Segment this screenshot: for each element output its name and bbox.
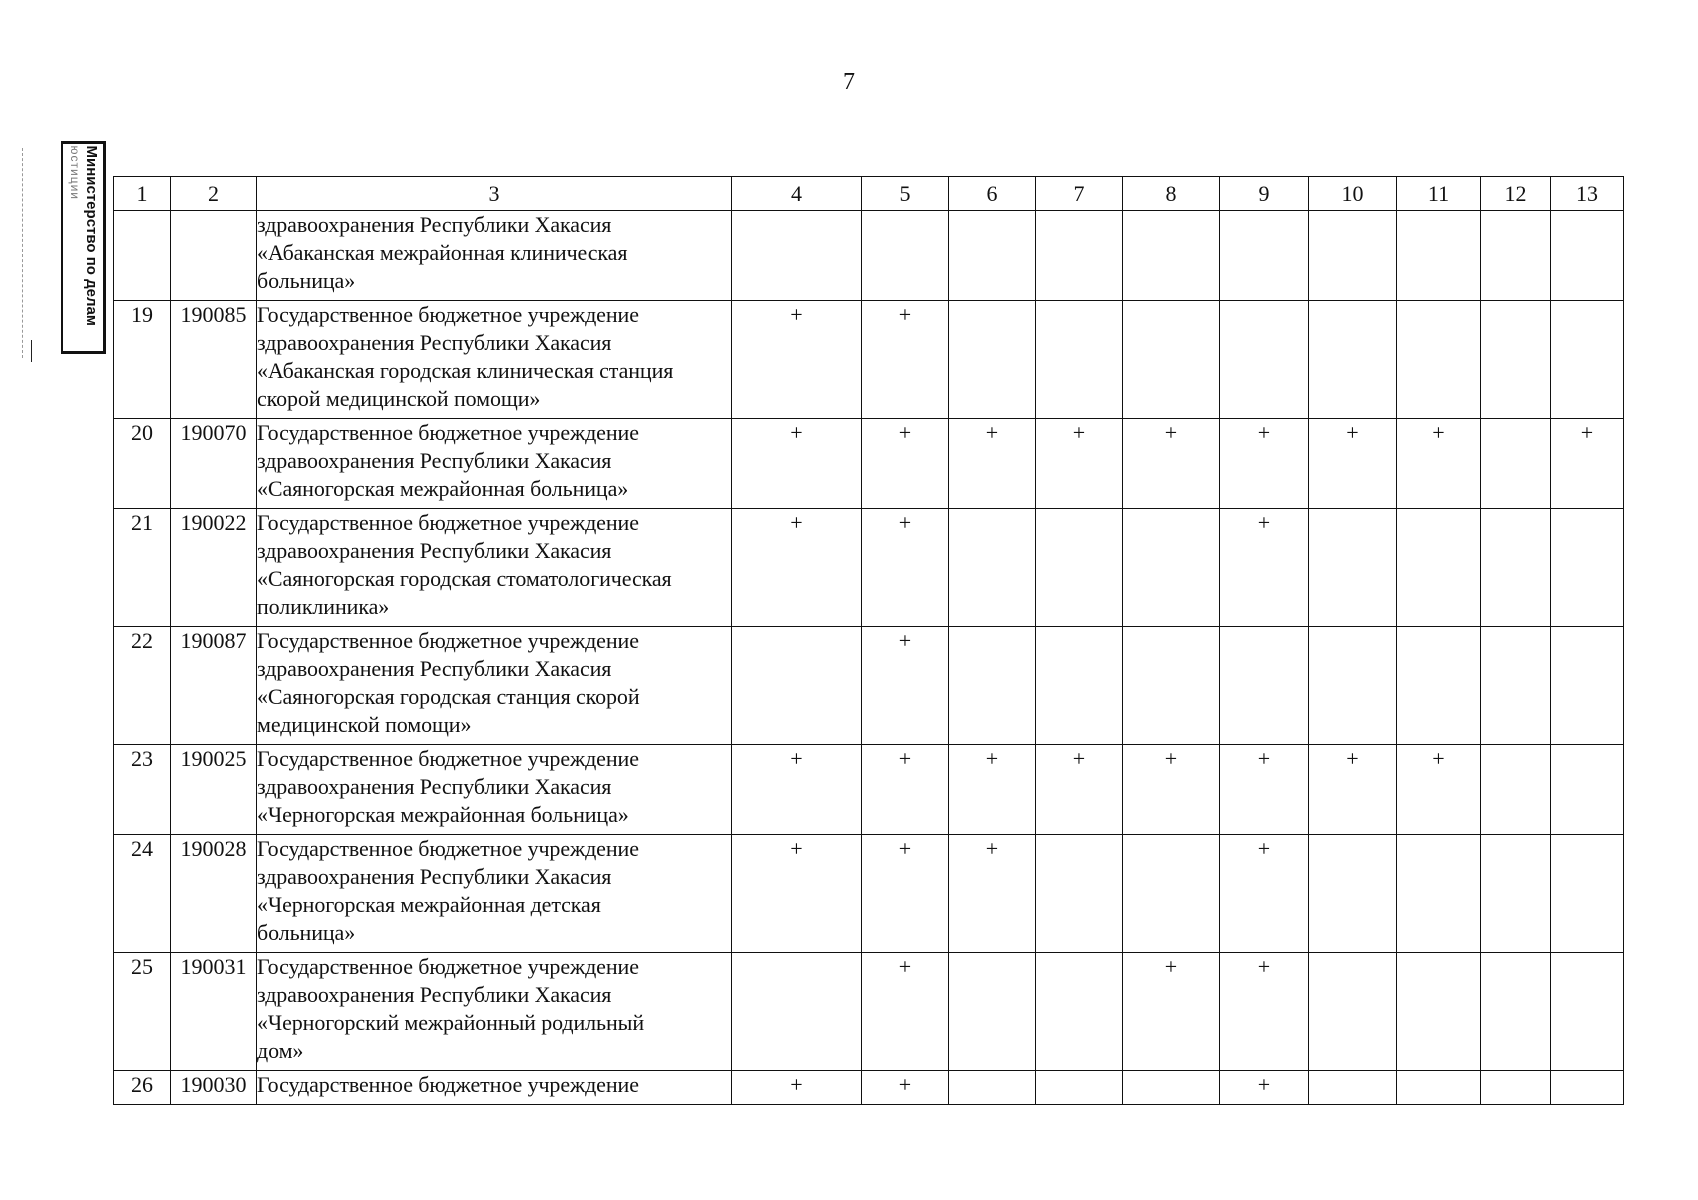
institution-name-line: дом» (257, 1038, 304, 1063)
mark-col-8 (1123, 1071, 1220, 1105)
institution-name-line: Государственное бюджетное учреждение (257, 628, 639, 653)
institution-name-line: Государственное бюджетное учреждение (257, 746, 639, 771)
mark-col-7 (1036, 301, 1123, 419)
column-header-11: 11 (1397, 177, 1481, 211)
mark-col-8 (1123, 211, 1220, 301)
mark-col-4 (732, 211, 862, 301)
institution-name-line: «Черногорская межрайонная больница» (257, 802, 629, 827)
mark-col-9: + (1220, 509, 1309, 627)
mark-col-12 (1481, 419, 1551, 509)
table-row (114, 419, 1624, 509)
institution-name-line: здравоохранения Республики Хакасия (257, 982, 612, 1007)
mark-col-4: + (732, 745, 862, 835)
institution-code: 190087 (171, 627, 257, 745)
row-number (114, 211, 171, 301)
institution-name-line: здравоохранения Республики Хакасия (257, 656, 612, 681)
mark-col-4 (732, 953, 862, 1071)
mark-col-7 (1036, 835, 1123, 953)
institution-name-line: «Абаканская межрайонная клиническая (257, 240, 628, 265)
mark-col-6 (949, 211, 1036, 301)
column-header-7: 7 (1036, 177, 1123, 211)
column-header-12: 12 (1481, 177, 1551, 211)
table-row (114, 301, 1624, 419)
row-number: 24 (114, 835, 171, 953)
column-header-5: 5 (862, 177, 949, 211)
row-number: 20 (114, 419, 171, 509)
mark-col-5: + (862, 953, 949, 1071)
mark-col-11 (1397, 1071, 1481, 1105)
mark-col-12 (1481, 953, 1551, 1071)
mark-col-9: + (1220, 745, 1309, 835)
mark-col-13 (1551, 211, 1624, 301)
mark-col-5 (862, 211, 949, 301)
mark-col-13 (1551, 745, 1624, 835)
table-row (114, 211, 1624, 301)
row-number: 22 (114, 627, 171, 745)
mark-col-6: + (949, 835, 1036, 953)
column-header-13: 13 (1551, 177, 1624, 211)
row-number: 26 (114, 1071, 171, 1105)
mark-col-12 (1481, 509, 1551, 627)
mark-col-10 (1309, 301, 1397, 419)
column-header-9: 9 (1220, 177, 1309, 211)
institution-name-line: Государственное бюджетное учреждение (257, 954, 639, 979)
column-header-4: 4 (732, 177, 862, 211)
mark-col-13 (1551, 301, 1624, 419)
mark-col-12 (1481, 745, 1551, 835)
column-header-2: 2 (171, 177, 257, 211)
institution-name-line: здравоохранения Республики Хакасия (257, 212, 612, 237)
page-number: 7 (843, 69, 855, 95)
mark-col-13 (1551, 627, 1624, 745)
mark-col-13 (1551, 953, 1624, 1071)
mark-col-13 (1551, 835, 1624, 953)
institution-name-line: Государственное бюджетное учреждение (257, 836, 639, 861)
institution-name-line: здравоохранения Республики Хакасия (257, 448, 612, 473)
mark-col-8 (1123, 627, 1220, 745)
header-row (114, 177, 1624, 211)
mark-col-9: + (1220, 1071, 1309, 1105)
institution-code: 190070 (171, 419, 257, 509)
institution-name-line: «Саяногорская городская станция скорой (257, 684, 640, 709)
row-number: 23 (114, 745, 171, 835)
mark-col-13 (1551, 1071, 1624, 1105)
institution-name-line: «Саяногорская межрайонная больница» (257, 476, 629, 501)
mark-col-4: + (732, 419, 862, 509)
institution-name-line: «Черногорская межрайонная детская (257, 892, 601, 917)
institution-name-line: больница» (257, 920, 356, 945)
institutions-table (113, 176, 1624, 1105)
institution-name (257, 419, 732, 509)
column-header-3: 3 (257, 177, 732, 211)
institution-name-line: здравоохранения Республики Хакасия (257, 330, 612, 355)
mark-col-6 (949, 509, 1036, 627)
mark-col-10 (1309, 211, 1397, 301)
institution-name-line: медицинской помощи» (257, 712, 472, 737)
mark-col-6 (949, 953, 1036, 1071)
row-number: 21 (114, 509, 171, 627)
mark-col-11 (1397, 627, 1481, 745)
side-scan-marks (22, 148, 27, 358)
mark-col-6: + (949, 419, 1036, 509)
table-row (114, 745, 1624, 835)
institution-name-line: скорой медицинской помощи» (257, 386, 541, 411)
column-header-8: 8 (1123, 177, 1220, 211)
institution-name-line: поликлиника» (257, 594, 390, 619)
mark-col-12 (1481, 835, 1551, 953)
mark-col-9 (1220, 211, 1309, 301)
mark-col-9 (1220, 627, 1309, 745)
mark-col-11 (1397, 211, 1481, 301)
side-stamp-line1: Министерство по делам (83, 145, 100, 326)
column-header-10: 10 (1309, 177, 1397, 211)
institution-name-line: Государственное бюджетное учреждение (257, 1072, 639, 1097)
institution-name-line: здравоохранения Республики Хакасия (257, 538, 612, 563)
mark-col-4: + (732, 1071, 862, 1105)
mark-col-8 (1123, 509, 1220, 627)
table-row (114, 835, 1624, 953)
mark-col-10: + (1309, 745, 1397, 835)
institution-name-line: «Саяногорская городская стоматологическая (257, 566, 672, 591)
institution-name (257, 835, 732, 953)
mark-col-11 (1397, 509, 1481, 627)
mark-col-4: + (732, 835, 862, 953)
institution-code (171, 211, 257, 301)
side-stamp-text (66, 145, 100, 350)
institution-name-line: здравоохранения Республики Хакасия (257, 864, 612, 889)
institution-name (257, 301, 732, 419)
institution-code: 190085 (171, 301, 257, 419)
institution-name (257, 1071, 732, 1105)
mark-col-11 (1397, 835, 1481, 953)
mark-col-10 (1309, 953, 1397, 1071)
institution-code: 190028 (171, 835, 257, 953)
mark-col-10: + (1309, 419, 1397, 509)
mark-col-7: + (1036, 745, 1123, 835)
mark-col-4: + (732, 301, 862, 419)
institution-name-line: Государственное бюджетное учреждение (257, 302, 639, 327)
table-row (114, 627, 1624, 745)
mark-col-7: + (1036, 419, 1123, 509)
institution-name-line: Государственное бюджетное учреждение (257, 510, 639, 535)
table-row (114, 953, 1624, 1071)
column-header-6: 6 (949, 177, 1036, 211)
institution-name-line: «Абаканская городская клиническая станция (257, 358, 674, 383)
mark-col-9 (1220, 301, 1309, 419)
mark-col-8: + (1123, 419, 1220, 509)
side-stamp (61, 141, 106, 354)
mark-col-13: + (1551, 419, 1624, 509)
side-stamp-line2: юстиции (68, 145, 82, 200)
institution-name (257, 953, 732, 1071)
mark-col-7 (1036, 1071, 1123, 1105)
mark-col-8 (1123, 835, 1220, 953)
institution-code: 190031 (171, 953, 257, 1071)
institution-name (257, 627, 732, 745)
mark-col-7 (1036, 211, 1123, 301)
institution-name (257, 745, 732, 835)
mark-col-11 (1397, 953, 1481, 1071)
institution-name-line: здравоохранения Республики Хакасия (257, 774, 612, 799)
mark-col-7 (1036, 953, 1123, 1071)
mark-col-6 (949, 301, 1036, 419)
mark-col-12 (1481, 1071, 1551, 1105)
mark-col-5: + (862, 509, 949, 627)
mark-col-6: + (949, 745, 1036, 835)
mark-col-11 (1397, 301, 1481, 419)
table-body (114, 211, 1624, 1105)
mark-col-5: + (862, 627, 949, 745)
mark-col-10 (1309, 835, 1397, 953)
mark-col-8: + (1123, 953, 1220, 1071)
mark-col-10 (1309, 1071, 1397, 1105)
institution-name-line: «Черногорский межрайонный родильный (257, 1010, 645, 1035)
mark-col-8 (1123, 301, 1220, 419)
mark-col-10 (1309, 627, 1397, 745)
mark-col-11: + (1397, 419, 1481, 509)
mark-col-12 (1481, 301, 1551, 419)
mark-col-9: + (1220, 835, 1309, 953)
mark-col-7 (1036, 627, 1123, 745)
mark-col-12 (1481, 627, 1551, 745)
row-number: 25 (114, 953, 171, 1071)
institution-name-line: больница» (257, 268, 356, 293)
column-header-1: 1 (114, 177, 171, 211)
institution-name (257, 211, 732, 301)
institution-code: 190030 (171, 1071, 257, 1105)
mark-col-4: + (732, 509, 862, 627)
institution-name (257, 509, 732, 627)
institution-code: 190022 (171, 509, 257, 627)
mark-col-5: + (862, 419, 949, 509)
mark-col-12 (1481, 211, 1551, 301)
institution-name-line: Государственное бюджетное учреждение (257, 420, 639, 445)
mark-col-5: + (862, 301, 949, 419)
mark-col-9: + (1220, 419, 1309, 509)
mark-col-5: + (862, 1071, 949, 1105)
mark-col-5: + (862, 835, 949, 953)
mark-col-9: + (1220, 953, 1309, 1071)
mark-col-11: + (1397, 745, 1481, 835)
mark-col-4 (732, 627, 862, 745)
table-row (114, 509, 1624, 627)
institution-code: 190025 (171, 745, 257, 835)
mark-col-5: + (862, 745, 949, 835)
mark-col-8: + (1123, 745, 1220, 835)
row-number: 19 (114, 301, 171, 419)
mark-col-13 (1551, 509, 1624, 627)
mark-col-10 (1309, 509, 1397, 627)
mark-col-7 (1036, 509, 1123, 627)
mark-col-6 (949, 1071, 1036, 1105)
table-row (114, 1071, 1624, 1105)
mark-col-6 (949, 627, 1036, 745)
